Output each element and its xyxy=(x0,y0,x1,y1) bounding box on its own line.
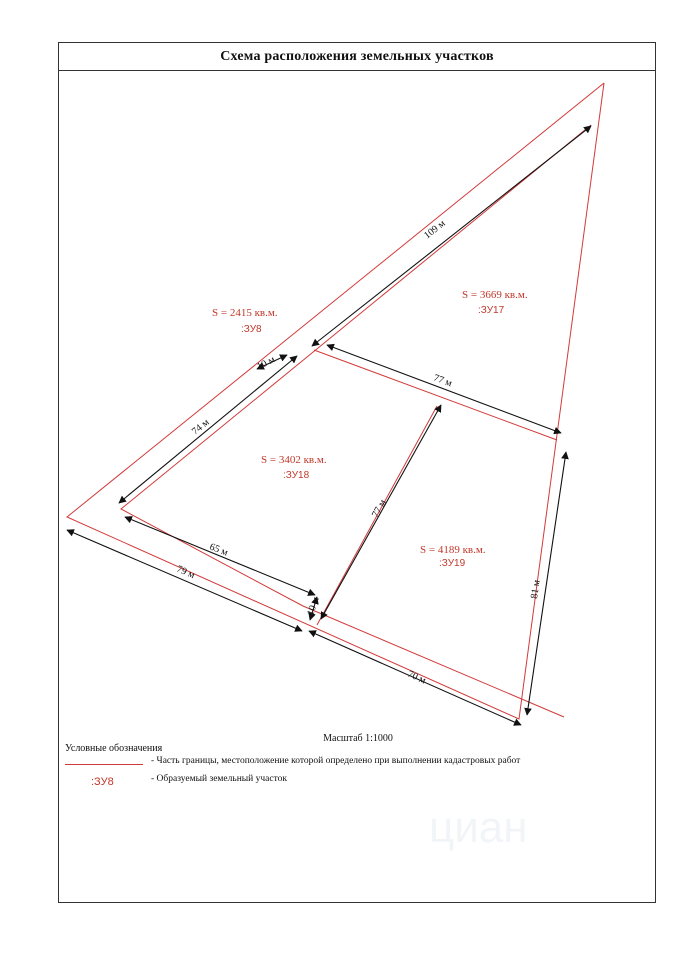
boundary-lines xyxy=(67,83,604,719)
parcel-zu17-area: S = 3669 кв.м. xyxy=(462,289,528,301)
watermark-logo: циан xyxy=(429,803,528,852)
dim-label-77-diag: 77 м xyxy=(370,497,389,520)
parcel-zu17-code: :ЗУ17 xyxy=(478,305,505,316)
parcel-zu18-code: :ЗУ18 xyxy=(283,470,310,481)
parcel-zu8-code: :ЗУ8 xyxy=(241,324,262,335)
dim-line-77-horiz xyxy=(327,345,561,433)
dim-label-10-bottom: 10 м xyxy=(305,595,322,617)
dim-line-74 xyxy=(119,356,297,503)
legend-boundary-sample xyxy=(65,764,143,765)
drawing-title: Схема расположения земельных участков xyxy=(220,48,494,64)
dim-label-65: 65 м xyxy=(207,541,230,559)
dim-label-81: 81 м xyxy=(529,579,543,600)
dim-line-79 xyxy=(67,530,302,631)
dim-line-109 xyxy=(312,126,591,346)
parcel-zu19-code: :ЗУ19 xyxy=(439,558,466,569)
scale-label: Масштаб 1:1000 xyxy=(323,733,393,744)
dim-label-10-top: 10 м xyxy=(255,354,278,373)
legend-parcel-desc: - Образуемый земельный участок xyxy=(151,774,287,784)
dim-label-70: 70 м xyxy=(405,668,428,687)
site-plan xyxy=(59,43,657,733)
parcel-zu19-area: S = 4189 кв.м. xyxy=(420,544,486,556)
drawing-frame xyxy=(58,42,656,903)
legend-boundary-desc: - Часть границы, местоположение которой определено при выполнении кадастровых работ xyxy=(151,756,521,766)
strip-inner-boundary xyxy=(121,125,591,717)
dim-label-74: 74 м xyxy=(189,416,212,438)
parcel-zu18-area: S = 3402 кв.м. xyxy=(261,454,327,466)
dim-label-77-horiz: 77 м xyxy=(431,372,454,390)
dim-label-79: 79 м xyxy=(174,563,197,582)
outer-boundary xyxy=(67,83,604,719)
legend-parcel-code: :ЗУ8 xyxy=(91,776,114,788)
parcel-divider-horizontal xyxy=(314,350,557,440)
dim-label-109: 109 м xyxy=(422,218,448,242)
parcel-zu8-area: S = 2415 кв.м. xyxy=(212,307,278,319)
legend-title: Условные обозначения xyxy=(65,743,163,754)
